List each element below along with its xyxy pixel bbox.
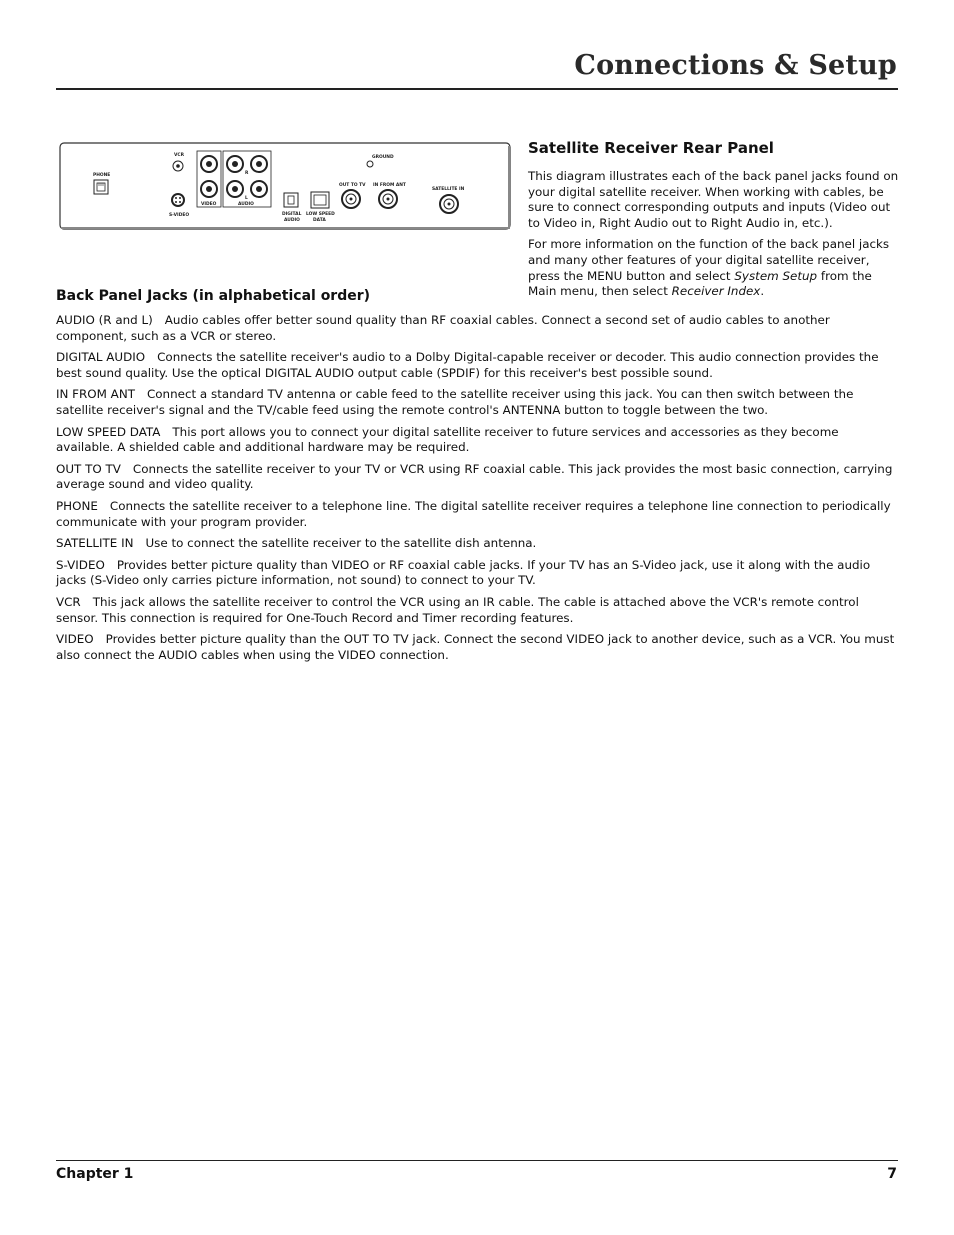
footer-chapter: Chapter 1 — [56, 1166, 134, 1182]
low-speed-label-2: DATA — [313, 218, 326, 223]
vcr-jack — [173, 161, 183, 171]
low-speed-label-1: LOW SPEED — [306, 212, 335, 217]
vcr-label: VCR — [174, 153, 185, 158]
jack-desc: Connects the satellite receiver to your TV or VCR using RF coaxial cable. This jack provides the most basic connection, carrying average sound and video quality. — [56, 461, 893, 492]
jack-name: SATELLITE IN — [56, 536, 134, 551]
jack-desc: Provides better picture quality than the OUT TO TV jack. Connect the second VIDEO jack to another device, such as a VCR. You must also connect the AUDIO cables when using the VIDEO connection. — [56, 632, 895, 662]
jack-name: OUT TO TV — [56, 461, 121, 476]
digital-audio-label-1: DIGITAL — [282, 212, 302, 217]
svideo-label: S-VIDEO — [169, 213, 190, 218]
jack-entry-phone — [56, 499, 898, 530]
jack-desc: Use to connect the satellite receiver to the satellite dish antenna. — [145, 536, 537, 551]
jack-desc: Provides better picture quality than VIDEO or RF coaxial cable jacks. If your TV has an S-Video jack, use it along with the audio jacks (S-Video only carries picture information, not sound) to connect to your TV. — [56, 557, 871, 588]
intro-heading: Satellite Receiver Rear Panel — [528, 139, 774, 157]
in-from-ant-label: IN FROM ANT — [373, 183, 406, 188]
jack-name: IN FROM ANT — [56, 387, 135, 402]
footer-rule — [56, 1160, 898, 1161]
ground-screw — [367, 161, 373, 167]
jack-name: PHONE — [56, 498, 98, 513]
digital-audio-jack — [284, 193, 298, 207]
jacks-list — [56, 313, 898, 669]
jack-entry-low-speed-data — [56, 425, 898, 456]
jack-name: S-VIDEO — [56, 557, 105, 572]
jack-desc: Connects the satellite receiver's audio to a Dolby Digital-capable receiver or decoder. This audio connection provides the best sound quality. Use the optical DIGITAL AUDIO output cable (SPDIF) for this receiver's best possible sound. — [56, 350, 879, 380]
jack-name: AUDIO (R and L) — [56, 313, 153, 327]
jack-desc: This port allows you to connect your digital satellite receiver to future services and accessories as they become available. A shielded cable and additional hardware may be required. — [56, 424, 839, 455]
jack-desc: Audio cables offer better sound quality than RF coaxial cables. Connect a second set of audio cables to another component, such as a VCR or stereo. — [56, 313, 830, 343]
jack-desc: Connect a standard TV antenna or cable feed to the satellite receiver using this jack. You can then switch between the satellite receiver's signal and the TV/cable feed using the remote control's ANTENNA button to toggle between the two. — [56, 387, 854, 417]
jack-desc: This jack allows the satellite receiver to control the VCR using an IR cable. The cable is attached above the VCR's remote control sensor. This connection is required for One-Touch Record and Timer recording features. — [56, 594, 859, 625]
in-from-ant-jack — [379, 190, 397, 208]
audio-label: AUDIO — [238, 202, 254, 207]
jack-desc: Connects the satellite receiver to a telephone line. The digital satellite receiver requires a telephone line connection to periodically communicate with your program provider. — [56, 498, 891, 529]
audio-l-label: L — [245, 196, 248, 201]
jack-entry-video — [56, 632, 898, 663]
jack-entry-digital-audio — [56, 350, 898, 381]
jack-name: DIGITAL AUDIO — [56, 350, 146, 365]
low-speed-data-jack — [311, 192, 329, 208]
jack-name: VIDEO — [56, 632, 94, 647]
satellite-in-label: SATELLITE IN — [432, 187, 465, 192]
phone-jack — [94, 180, 108, 194]
jack-entry-s-video — [56, 558, 898, 589]
page-title: Connections & Setup — [574, 50, 897, 81]
video-label: VIDEO — [201, 202, 217, 207]
satellite-in-jack — [440, 195, 458, 213]
jack-entry-satellite-in — [56, 536, 898, 552]
jack-entry-vcr — [56, 595, 898, 626]
digital-audio-label-2: AUDIO — [284, 218, 300, 223]
svideo-jack — [171, 193, 185, 207]
jack-name: VCR — [56, 594, 81, 609]
intro-paragraph-1: This diagram illustrates each of the back panel jacks found on your digital satellite receiver. When working with cables, be sure to connect corresponding outputs and inputs (Video out to Video in, Right Audio out to Right Audio in, etc.). — [528, 169, 899, 230]
header-rule — [56, 88, 898, 90]
intro-section — [528, 139, 900, 306]
intro-paragraph-2: For more information on the function of the back panel jacks and many other features of your digital satellite receiver, press the MENU button and select System Setup from the Main menu, then select Receiver Index. — [528, 237, 890, 299]
phone-label: PHONE — [93, 173, 111, 178]
page-number: 7 — [887, 1166, 897, 1182]
rear-panel-diagram — [57, 140, 511, 232]
audio-r-label: R — [245, 171, 249, 176]
jacks-heading: Back Panel Jacks (in alphabetical order) — [56, 288, 371, 304]
out-to-tv-jack — [342, 190, 360, 208]
jack-entry-audio — [56, 313, 898, 344]
jack-entry-out-to-tv — [56, 462, 898, 493]
jack-entry-in-from-ant — [56, 387, 898, 418]
out-to-tv-label: OUT TO TV — [339, 183, 366, 188]
ground-label: GROUND — [372, 155, 394, 160]
jack-name: LOW SPEED DATA — [56, 424, 161, 439]
